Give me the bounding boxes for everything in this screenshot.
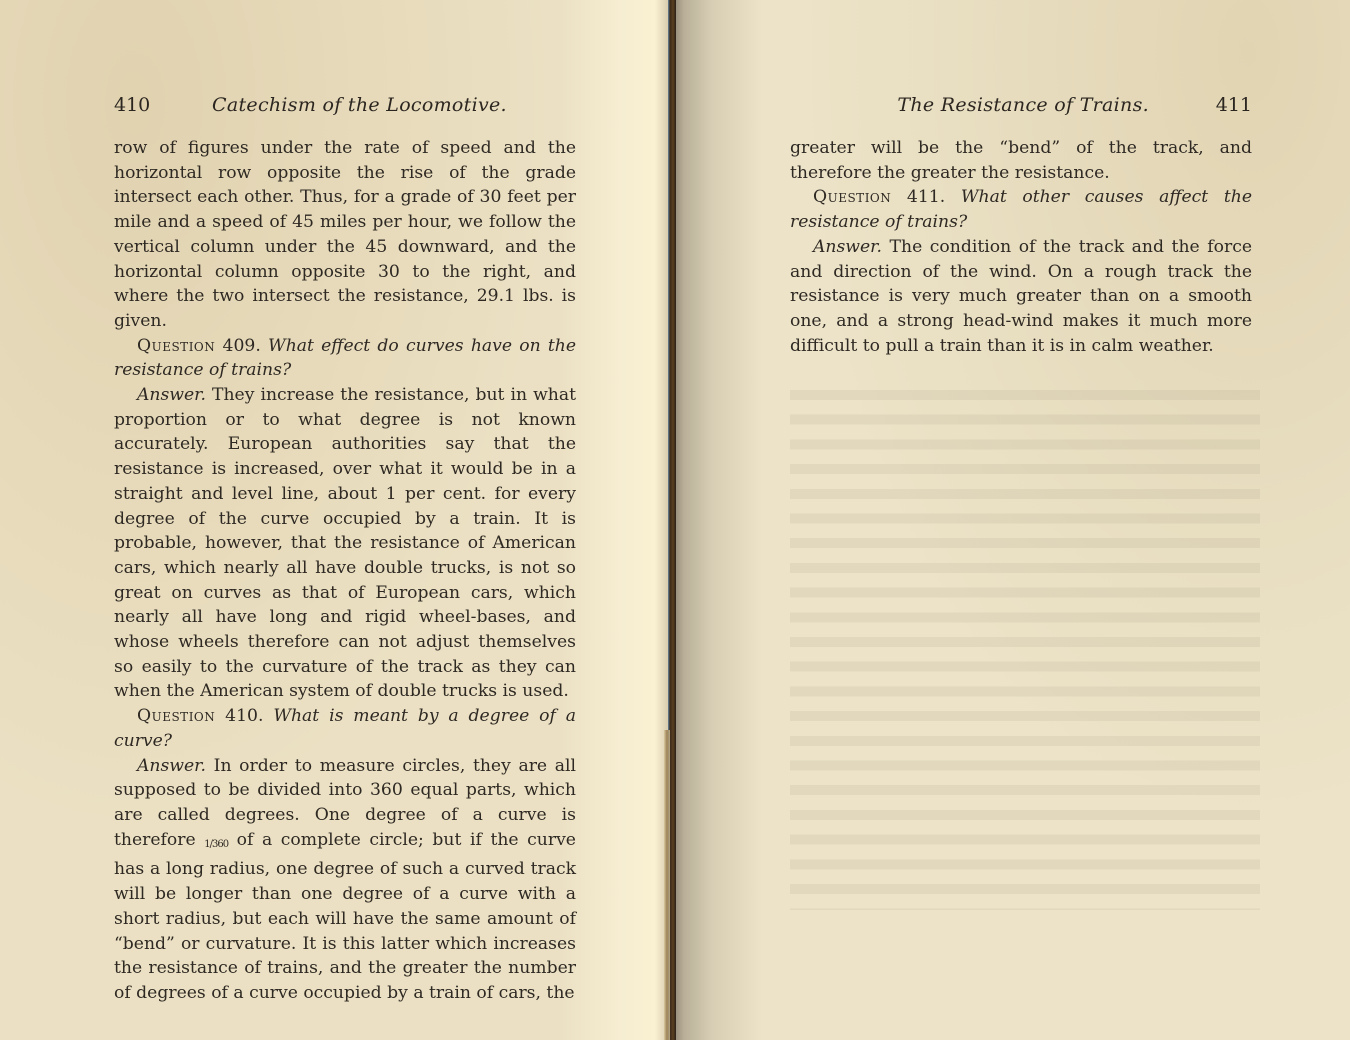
bleed-through-texture xyxy=(790,390,1260,910)
answer-text: They increase the resistance, but in what proportion or to what degree is not known accurately. European authorities say that the resistance is increased, over what it would be in a straight and level line, about 1 per cent. for every degree of the curve occupied by a train. It is probable, however, that the resistance of American cars, which nearly all have double trucks, is not so great on curves as that of European cars, which nearly all have long and rigid wheel-bases, and whose wheels therefore can not adjust themselves so easily to the curvature of the track as they can when the American system of double trucks is used. xyxy=(114,385,577,702)
question-411 xyxy=(790,185,1252,234)
question-label: Question xyxy=(813,187,892,208)
question-number: 410. xyxy=(225,706,264,727)
question-label: Question xyxy=(137,706,216,727)
page-body xyxy=(114,136,576,1006)
paragraph-continuation: greater will be the “bend” of the track, and therefore the greater the resistance. xyxy=(790,138,1252,183)
page-body xyxy=(790,136,1252,358)
answer-label: Answer. xyxy=(137,385,206,406)
binding-thread xyxy=(664,730,670,1040)
question-number: 411. xyxy=(906,187,946,208)
question-410 xyxy=(114,704,576,753)
answer-410 xyxy=(114,754,576,1006)
answer-label: Answer. xyxy=(137,755,206,776)
question-409 xyxy=(114,334,576,383)
answer-label: Answer. xyxy=(813,236,882,257)
answer-411 xyxy=(790,235,1252,359)
running-head-title: Catechism of the Locomotive. xyxy=(212,94,507,116)
right-page xyxy=(672,0,1350,1040)
question-text: What effect do curves have on the resistance of trains? xyxy=(114,335,577,381)
question-text: What is meant by a degree of a curve? xyxy=(114,706,576,751)
question-label: Question xyxy=(137,335,216,356)
answer-text: The condition of the track and the force and direction of the wind. On a rough track the resistance is very much greater than on a smooth one, and a strong head-wind makes it much more difficult to pull a train than it is in calm weather. xyxy=(790,236,1252,356)
fraction: 1/360 xyxy=(204,838,229,850)
question-text: What other causes affect the resistance of trains? xyxy=(790,187,1252,233)
question-number: 409. xyxy=(222,335,261,356)
running-head-title: The Resistance of Trains. xyxy=(897,94,1149,116)
page-number: 410 xyxy=(114,94,151,116)
answer-text: In order to measure circles, they are all supposed to be divided into 360 equal parts, which are called degrees. One degree of a curve is therefore xyxy=(114,755,576,850)
paragraph-continuation: row of figures under the rate of speed and the horizontal row opposite the rise of the grade intersect each other. Thus, for a grade of 30 feet per mile and a speed of 45 miles per hour, we follow the vertical column under the 45 downward, and the horizontal column opposite 30 to the right, and where the two intersect the resistance, 29.1 lbs. is given. xyxy=(114,138,576,331)
answer-409 xyxy=(114,383,576,704)
page-number: 411 xyxy=(1215,94,1252,116)
left-page xyxy=(0,0,672,1040)
answer-text-continued: of a complete circle; but if the curve has a long radius, one degree of such a curved track will be longer than one degree of a curve with a short radius, but each will have the same amount of “bend” or curvature. It is this latter which increases the resistance of trains, and the greater the number of degrees of a curve occupied by a train of cars, the xyxy=(114,829,576,1003)
